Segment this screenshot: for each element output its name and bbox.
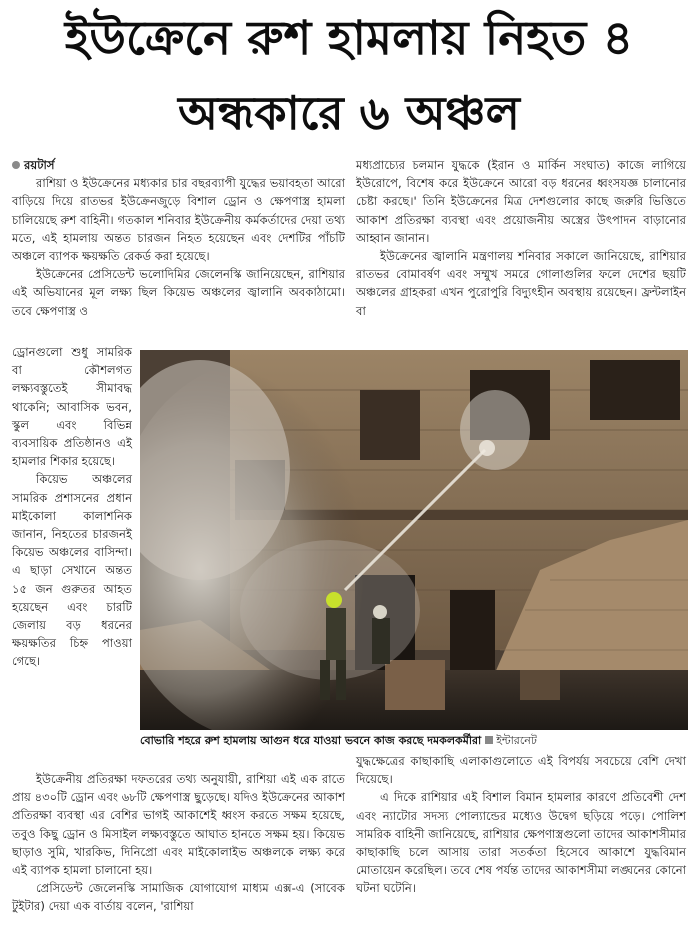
paragraph: ড্রোনগুলো শুধু সামরিক বা কৌশলগত লক্ষ্যবস্তুতেই সীমাবদ্ধ থাকেনি; আবাসিক ভবন, স্কুল এবং বিভিন্ন ব্যবসায়িক প্রতিষ্ঠানও এই হামলার শিকার হয়েছে। <box>12 345 132 469</box>
article-column-left-bottom <box>12 770 345 916</box>
byline <box>12 156 345 174</box>
article-column-right-top <box>356 156 686 320</box>
article-column-narrow <box>12 343 132 671</box>
byline-text: রয়টার্স <box>24 158 55 172</box>
paragraph: মধ্যপ্রাচ্যের চলমান যুদ্ধকে (ইরান ও মার্কিন সংঘাত) কাজে লাগিয়ে ইউরোপে, বিশেষ করে ইউক্রেনে আরো বড় ধরনের ধ্বংসযজ্ঞ চালানোর চেষ্টা করছে।' তিনি ইউক্রেনের মিত্র দেশগুলোর কাছে জরুরি ভিত্তিতে আকাশ প্রতিরক্ষা ব্যবস্থা এবং প্রয়োজনীয় অস্ত্রের উৎপাদন বাড়ানোর আহ্বান জানান। <box>356 158 686 245</box>
paragraph: রাশিয়া ও ইউক্রেনের মধ্যকার চার বছরব্যাপী যুদ্ধের ভয়াবহতা আরো বাড়িয়ে দিয়ে রাতভর ইউক্রেনজুড়ে বিশাল ড্রোন ও ক্ষেপণাস্ত্র হামলা চালিয়েছে রুশ বাহিনী। গতকাল শনিবার ইউক্রেনীয় কর্মকর্তাদের দেয়া তথ্য মতে, এই হামলায় অন্তত চারজন নিহত হয়েছেন এবং দেশটির পাঁচটি অঞ্চলে ব্যাপক ক্ষয়ক্ষতি রেকর্ড করা হয়েছে। <box>12 176 345 264</box>
paragraph: ইউক্রেনের জ্বালানি মন্ত্রণালয় শনিবার সকালে জানিয়েছে, রাশিয়ার রাতভর বোমাবর্ষণ এবং সম্মুখ সমরে গোলাগুলির ফলে দেশের ছয়টি অঞ্চলের গ্রাহকরা এখন পুরোপুরি বিদ্যুৎহীন অবস্থায় রয়েছেন। ফ্রন্টলাইন বা <box>356 249 686 318</box>
headline-line-2: অন্ধকারে ৬ অঞ্চল <box>178 86 520 140</box>
article-column-left-top <box>12 156 345 320</box>
article-column-right-bottom <box>356 752 686 898</box>
news-photo <box>140 350 688 730</box>
paragraph: ইউক্রেনের প্রেসিডেন্ট ভলোদিমির জেলেনস্কি জানিয়েছেন, রাশিয়ার এই অভিযানের মূল লক্ষ্য ছিল কিয়েভ অঞ্চলের জ্বালানি অবকাঠামো। তবে ক্ষেপণাস্ত্র ও <box>12 267 345 318</box>
paragraph: যুদ্ধক্ষেত্রের কাছাকাছি এলাকাগুলোতে এই বিপর্যয় সবচেয়ে বেশি দেখা দিয়েছে। <box>356 754 686 787</box>
paragraph: এ দিকে রাশিয়ার এই বিশাল বিমান হামলার কারণে প্রতিবেশী দেশ এবং ন্যাটোর সদস্য পোল্যান্ডের মধ্যেও উদ্বেগ ছড়িয়ে পড়ে। পোলিশ সামরিক বাহিনী জানিয়েছে, রাশিয়ার ক্ষেপণাস্ত্রগুলো তাদের আকাশসীমার কাছাকাছি চলে আসায় তারা সতর্কতা হিসেবে আকাশে যুদ্ধবিমান মোতায়েন করেছিল। তবে শেষ পর্যন্ত তাদের আকাশসীমা লঙ্ঘনের কোনো ঘটনা ঘটেনি। <box>356 790 687 896</box>
square-icon <box>485 736 493 744</box>
paragraph: প্রেসিডেন্ট জেলেনস্কি সামাজিক যোগাযোগ মাধ্যম এক্স-এ (সাবেক টুইটার) দেয়া এক বার্তায় বলেন, 'রাশিয়া <box>12 881 345 914</box>
paragraph: কিয়েভ অঞ্চলের সামরিক প্রশাসনের প্রধান মাইকোলা কালাশনিক জানান, নিহতের চারজনই কিয়েভ অঞ্চলের বাসিন্দা। এ ছাড়া সেখানে অন্তত ১৫ জন গুরুতর আহত হয়েছেন এবং চারটি জেলায় বড় ধরনের ক্ষয়ক্ষতির চিহ্ন পাওয়া গেছে। <box>12 472 132 669</box>
paragraph: ইউক্রেনীয় প্রতিরক্ষা দফতরের তথ্য অনুযায়ী, রাশিয়া এই এক রাতে প্রায় ৪৩০টি ড্রোন এবং ৬৮টি ক্ষেপণাস্ত্র ছুড়েছে। যদিও ইউক্রেনের আকাশ প্রতিরক্ষা ব্যবস্থা এর বেশির ভাগই আকাশেই ধ্বংস করতে সক্ষম হয়েছে, তবুও কিছু ড্রোন ও মিসাইল লক্ষ্যবস্তুতে আঘাত হানতে সক্ষম হয়। কিয়েভ ছাড়াও সুমি, খারকিভ, দিনিপ্রো এবং মাইকোলাইভ অঞ্চলকে লক্ষ্য করে এই ব্যাপক হামলা চালানো হয়। <box>12 772 345 878</box>
photo-credit: ইন্টারনেট <box>496 734 537 747</box>
caption-text: বোভারি শহরে রুশ হামলায় আগুন ধরে যাওয়া ভবনে কাজ করছে দমকলকর্মীরা <box>140 734 482 747</box>
headline-line-1: ইউক্রেনে রুশ হামলায় নিহত ৪ <box>64 11 634 66</box>
photo-caption <box>140 731 688 751</box>
bullet-icon <box>12 161 20 169</box>
firefighter-building-photo <box>140 350 688 730</box>
